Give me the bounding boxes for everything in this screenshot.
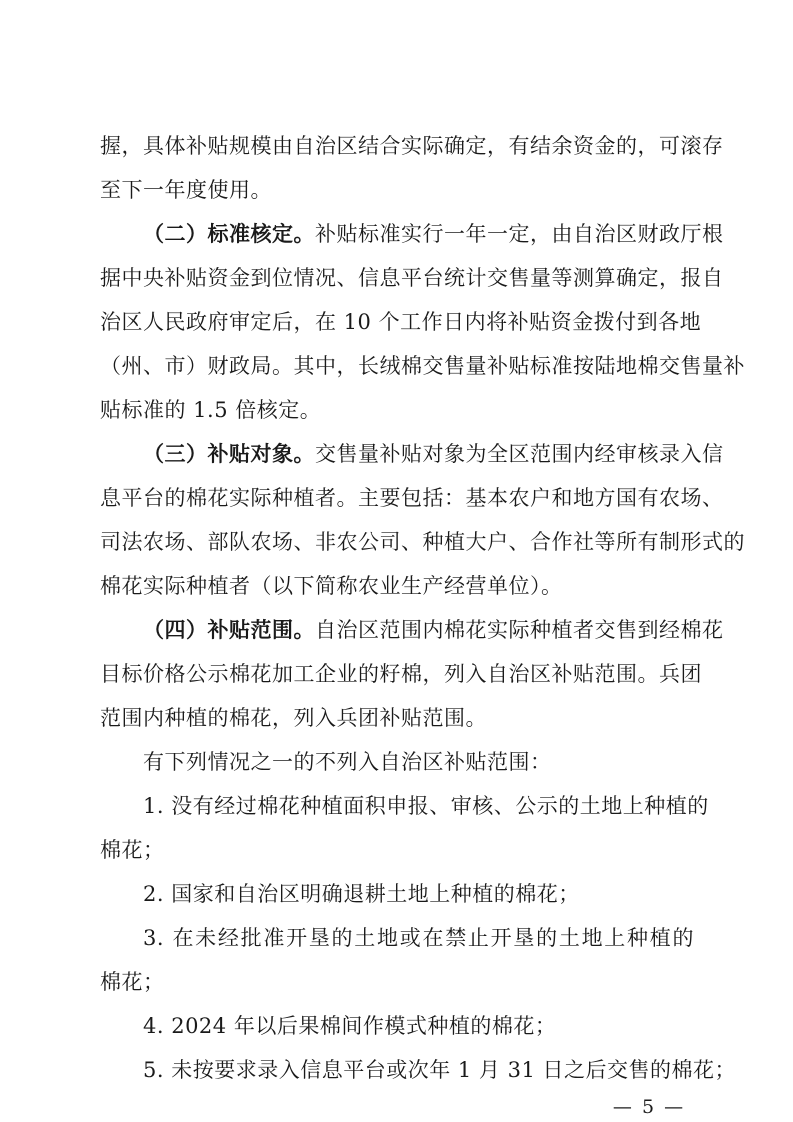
paragraph-line: 握，具体补贴规模由自治区结合实际确定，有结余资金的，可滚存 xyxy=(100,134,724,158)
list-item-1: 1. 没有经过棉花种植面积申报、审核、公示的土地上种植的 xyxy=(143,794,709,818)
paragraph-text: 交售量补贴对象为全区范围内经审核录入信 xyxy=(315,442,724,466)
section-heading-subject: （三）补贴对象。 xyxy=(143,441,315,466)
paragraph-line: 范围内种植的棉花，列入兵团补贴范围。 xyxy=(100,706,487,730)
paragraph-line: 司法农场、部队农场、非农公司、种植大户、合作社等所有制形式的 xyxy=(100,530,745,554)
paragraph-line: 贴标准的 1.5 倍核定。 xyxy=(100,398,322,422)
paragraph-first-line xyxy=(143,220,724,248)
list-item-4: 4. 2024 年以后果棉间作模式种植的棉花； xyxy=(143,1014,557,1038)
paragraph-line: 有下列情况之一的不列入自治区补贴范围： xyxy=(143,750,552,774)
list-item-5: 5. 未按要求录入信息平台或次年 1 月 31 日之后交售的棉花； xyxy=(143,1058,736,1082)
section-heading-scope: （四）补贴范围。 xyxy=(143,617,315,642)
list-item-2: 2. 国家和自治区明确退耕土地上种植的棉花； xyxy=(143,882,580,906)
paragraph-text: 补贴标准实行一年一定，由自治区财政厅根 xyxy=(315,222,724,246)
section-heading-standard: （二）标准核定。 xyxy=(143,221,315,246)
paragraph-line: 据中央补贴资金到位情况、信息平台统计交售量等测算确定，报自 xyxy=(100,266,724,290)
paragraph-text: 自治区范围内棉花实际种植者交售到经棉花 xyxy=(315,618,724,642)
list-item-3-continuation: 棉花； xyxy=(100,970,165,994)
list-item-3: 3. 在未经批准开垦的土地或在禁止开垦的土地上种植的 xyxy=(143,926,694,950)
paragraph-line: 息平台的棉花实际种植者。主要包括：基本农户和地方国有农场、 xyxy=(100,486,724,510)
paragraph-first-line xyxy=(143,616,724,644)
paragraph-line: 治区人民政府审定后，在 10 个工作日内将补贴资金拨付到各地 xyxy=(100,310,702,334)
paragraph-line: 至下一年度使用。 xyxy=(100,178,272,202)
list-item-1-continuation: 棉花； xyxy=(100,838,165,862)
paragraph-line: （州、市）财政局。其中，长绒棉交售量补贴标准按陆地棉交售量补 xyxy=(100,354,745,378)
paragraph-first-line xyxy=(143,440,724,468)
paragraph-line: 棉花实际种植者（以下简称农业生产经营单位）。 xyxy=(100,574,563,598)
paragraph-line: 目标价格公示棉花加工企业的籽棉，列入自治区补贴范围。兵团 xyxy=(100,662,702,686)
page-number: — 5 — xyxy=(612,1096,686,1118)
